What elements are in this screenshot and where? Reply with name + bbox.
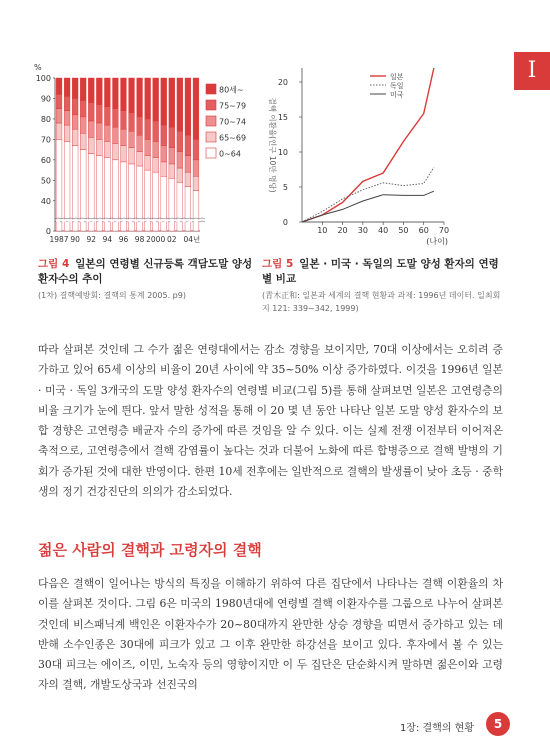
fig4-bar-segment [137, 152, 143, 166]
fig4-bar-segment [56, 94, 62, 108]
fig4-bar-segment [153, 172, 159, 231]
fig5-legend-label: 미국 [390, 91, 404, 99]
fig5-ytick: 0 [282, 218, 288, 227]
fig4-legend-swatch [206, 100, 216, 110]
fig4-bar-segment [64, 96, 70, 110]
fig4-bar-segment [72, 115, 78, 129]
section-heading: 젊은 사람의 결핵과 고령자의 결핵 [38, 541, 262, 559]
fig4-bar-segment [137, 78, 143, 117]
fig4-bar-segment [193, 176, 199, 190]
fig4-bar-segment [129, 131, 135, 147]
fig4-bar-segment [129, 148, 135, 164]
fig4-bar-segment [177, 168, 183, 182]
fig4-bar-segment [153, 141, 159, 157]
fig4-xtick: 02 [167, 235, 177, 244]
body-paragraph-2: 다음은 결핵이 일어나는 방식의 특징을 이해하기 위하여 다른 집단에서 나타나는 결핵 이환율의 차이를 살펴본 것이다. 그림 6은 미국의 1980년대에 연령별 결핵 이환자수를 그룹으로 나누어 살펴본 것인데 비스패닉계 백인은 이환자수가 20~80대까지 완만한 상승 경향을 띠면서 증가하고 있는 데 반해 소수인종은 30대에 피크가 있고 그 이후 완만한 하강선을 보이고 있다. 후자에서 볼 수 있는 30대 피크는 에이즈, 이민, 노숙자 등의 영향이지만 이 두 집단은 단순화시켜 말하면 젊은이와 고령자의 결핵, 개발도상국과 선진국의 [38, 577, 503, 692]
fig4-bar-segment [113, 78, 119, 109]
fig4-bar-segment [145, 156, 151, 170]
fig4-bar-segment [104, 125, 110, 141]
fig5-xtick: 70 [438, 226, 450, 235]
fig4-legend-swatch [206, 148, 216, 158]
fig5-caption [262, 257, 502, 315]
fig5-xtick: 50 [398, 226, 409, 235]
fig4-xtick: 94 [102, 235, 113, 244]
chapter-tab: I [514, 52, 550, 90]
fig4-bar-segment [96, 139, 102, 155]
fig5-xlabel: (나이) [426, 237, 448, 246]
fig4-bar-segment [193, 191, 199, 231]
fig4-xtick: 04년 [183, 235, 201, 244]
fig4-bar-segment [64, 125, 70, 141]
fig4-bar-segment [96, 105, 102, 123]
fig5-ytick: 20 [277, 78, 288, 87]
fig4-bar-segment [96, 78, 102, 105]
fig4-title: 일본의 연령별 신규등록 객담도말 양성 환자수의 추이 [38, 258, 253, 285]
fig4-bar-segment [56, 123, 62, 139]
fig4-number: 그림 4 [38, 258, 70, 270]
fig4-bar-segment [64, 111, 70, 125]
fig5-legend-label: 일본 [390, 73, 404, 81]
fig4-ytick: 50 [40, 176, 51, 186]
fig5-xtick: 20 [337, 226, 348, 235]
fig5-xtick: 60 [418, 226, 429, 235]
page-number: 5 [486, 712, 510, 736]
fig4-legend-label: 0~64 [219, 149, 241, 159]
fig4-bar-segment [169, 178, 175, 231]
fig4-bar-segment [104, 107, 110, 125]
fig4-bar-segment [185, 186, 191, 231]
fig4-bar-segment [193, 160, 199, 176]
fig4-bar-segment [161, 125, 167, 145]
fig4-bar-segment [177, 182, 183, 231]
fig4-bar-segment [121, 146, 127, 162]
fig4-ytick: 40 [40, 196, 51, 206]
fig4-bar-segment [56, 109, 62, 123]
fig4-bar-segment [72, 129, 78, 145]
fig4-legend-label: 65~69 [219, 133, 247, 143]
fig4-bar-segment [145, 139, 151, 155]
fig4-ylabel: % [34, 63, 42, 72]
fig4-bar-segment [169, 148, 175, 164]
fig4-bar-segment [104, 141, 110, 157]
fig4-bar-segment [56, 139, 62, 231]
fig4-bar-segment [145, 78, 151, 119]
fig4-bar-segment [121, 111, 127, 129]
fig4-bar-segment [113, 143, 119, 159]
fig4-chart [28, 58, 253, 253]
fig5-ytick: 10 [277, 148, 288, 157]
fig4-ytick: 70 [40, 135, 51, 145]
fig4-ytick: 90 [40, 94, 51, 104]
fig5-source: (青木正和: 일본과 세계의 결핵 현황과 과제: 1996년 데이터. 일최회지 121: 339~342, 1999) [262, 291, 501, 313]
fig4-bar-segment [88, 103, 94, 121]
fig4-bar-segment [88, 121, 94, 137]
footer-chapter: 1장: 결핵의 현황 [399, 723, 474, 734]
fig5-ylabel: 결핵 이환율(인구 10만 명당) [268, 97, 277, 193]
fig5-chart [262, 58, 482, 253]
fig4-bar-segment [104, 78, 110, 107]
fig4-caption [38, 257, 258, 302]
fig4-bar-segment [185, 172, 191, 186]
fig5-xtick: 40 [378, 226, 389, 235]
fig4-bar-segment [88, 137, 94, 153]
fig5-title: 일본 · 미국 · 독일의 도말 양성 환자의 연령별 비교 [262, 258, 499, 285]
fig4-ytick: 60 [40, 155, 51, 165]
fig5-legend-label: 독일 [390, 82, 404, 90]
fig4-bar-segment [113, 127, 119, 143]
fig5-xtick: 10 [317, 226, 328, 235]
fig4-bar-segment [121, 78, 127, 111]
fig4-xtick: 96 [118, 235, 129, 244]
fig4-bar-segment [113, 109, 119, 127]
fig4-bar-segment [161, 176, 167, 231]
fig4-bar-segment [72, 98, 78, 114]
fig5-ytick: 15 [277, 113, 288, 122]
fig4-bar-segment [169, 78, 175, 127]
fig4-bar-segment [177, 78, 183, 131]
fig4-bar-segment [193, 78, 199, 139]
fig4-bar-segment [185, 135, 191, 155]
fig4-bar-segment [80, 117, 86, 133]
fig4-bar-segment [64, 141, 70, 231]
fig4-bar-segment [177, 152, 183, 168]
fig4-ytick: 80 [40, 114, 51, 124]
fig4-bar-segment [153, 121, 159, 141]
fig4-bar-segment [129, 113, 135, 131]
fig5-number: 그림 5 [262, 258, 294, 270]
fig4-bar-segment [169, 164, 175, 178]
fig4-bar-segment [80, 101, 86, 117]
fig4-xtick: 2000 [146, 235, 166, 244]
fig4-xtick: 98 [134, 235, 145, 244]
fig4-bar-segment [185, 156, 191, 172]
fig4-bar-segment [96, 123, 102, 139]
fig4-bar-segment [145, 119, 151, 139]
fig4-bar-segment [177, 131, 183, 151]
fig4-bar-segment [153, 78, 159, 121]
fig5-ytick: 5 [282, 183, 288, 192]
fig4-bar-segment [80, 133, 86, 149]
fig4-bar-segment [161, 146, 167, 162]
fig4-source: (1차) 결핵예방회: 결핵의 통계 2005. p9) [38, 291, 186, 300]
fig4-bar-segment [88, 78, 94, 103]
fig4-bar-segment [161, 162, 167, 176]
fig4-bar-segment [169, 127, 175, 147]
fig4-bar-segment [185, 78, 191, 135]
fig4-legend-swatch [206, 84, 216, 94]
fig5-series-line [302, 191, 434, 222]
fig4-ytick: 100 [35, 74, 51, 83]
fig4-legend-label: 75~79 [219, 101, 247, 111]
fig4-bar-segment [88, 154, 94, 231]
body-paragraph-1: 따라 살펴본 것인데 그 수가 젊은 연령대에서는 감소 경향을 보이지만, 70대 이상에서는 오히려 증가하고 있어 65세 이상의 비율이 20년 사이에 약 35~50% 이상 증가하였다. 이것을 1996년 일본 · 미국 · 독일 3개국의 도말 양성 환자수의 연령별 비교(그림 5)를 통해 살펴보면 일본은 고연령층의 비율 크기가 눈에 띈다. 앞서 말한 성적을 통해 이 20 몇 년 동안 나타난 일본 도말 양성 환자수의 보합 경향은 고연령층 배균자 수의 증가에 따른 것임을 알 수 있다. 이는 실제 전쟁 이전부터 이어져온 축적으로, 고연령층에서 결핵 감염률이 높다는 것과 더불어 노화에 따른 합병증으로 결핵 발병의 기회가 증가된 것에 대한 반영이다. 한편 10세 전후에는 일반적으로 결핵의 발생률이 낮아 초등 · 중학생의 정기 건강진단의 의의가 감소되었다. [38, 343, 503, 499]
fig4-bar-segment [129, 78, 135, 113]
fig4-bar-segment [137, 135, 143, 151]
fig4-legend-label: 80세~ [219, 85, 244, 95]
fig5-xtick: 30 [357, 226, 368, 235]
fig4-bar-segment [153, 158, 159, 172]
fig4-bar-segment [80, 78, 86, 101]
fig4-bar-segment [64, 78, 70, 96]
fig5-series-line [302, 68, 434, 222]
fig4-ytick: 0 [45, 227, 51, 236]
fig4-legend-label: 70~74 [219, 117, 247, 127]
fig4-bar-segment [72, 78, 78, 98]
fig4-bar-segment [161, 78, 167, 125]
fig4-xtick: 90 [70, 235, 80, 244]
fig5-series-line [302, 167, 434, 222]
fig4-axis-break-gap [56, 220, 200, 222]
fig4-legend-swatch [206, 116, 216, 126]
fig4-bar-segment [56, 78, 62, 94]
fig4-bar-segment [137, 117, 143, 135]
fig4-xtick: 1987 [49, 235, 69, 244]
fig4-bar-segment [193, 139, 199, 159]
fig4-legend-swatch [206, 132, 216, 142]
fig4-bar-segment [121, 129, 127, 145]
fig4-xtick: 92 [86, 235, 97, 244]
